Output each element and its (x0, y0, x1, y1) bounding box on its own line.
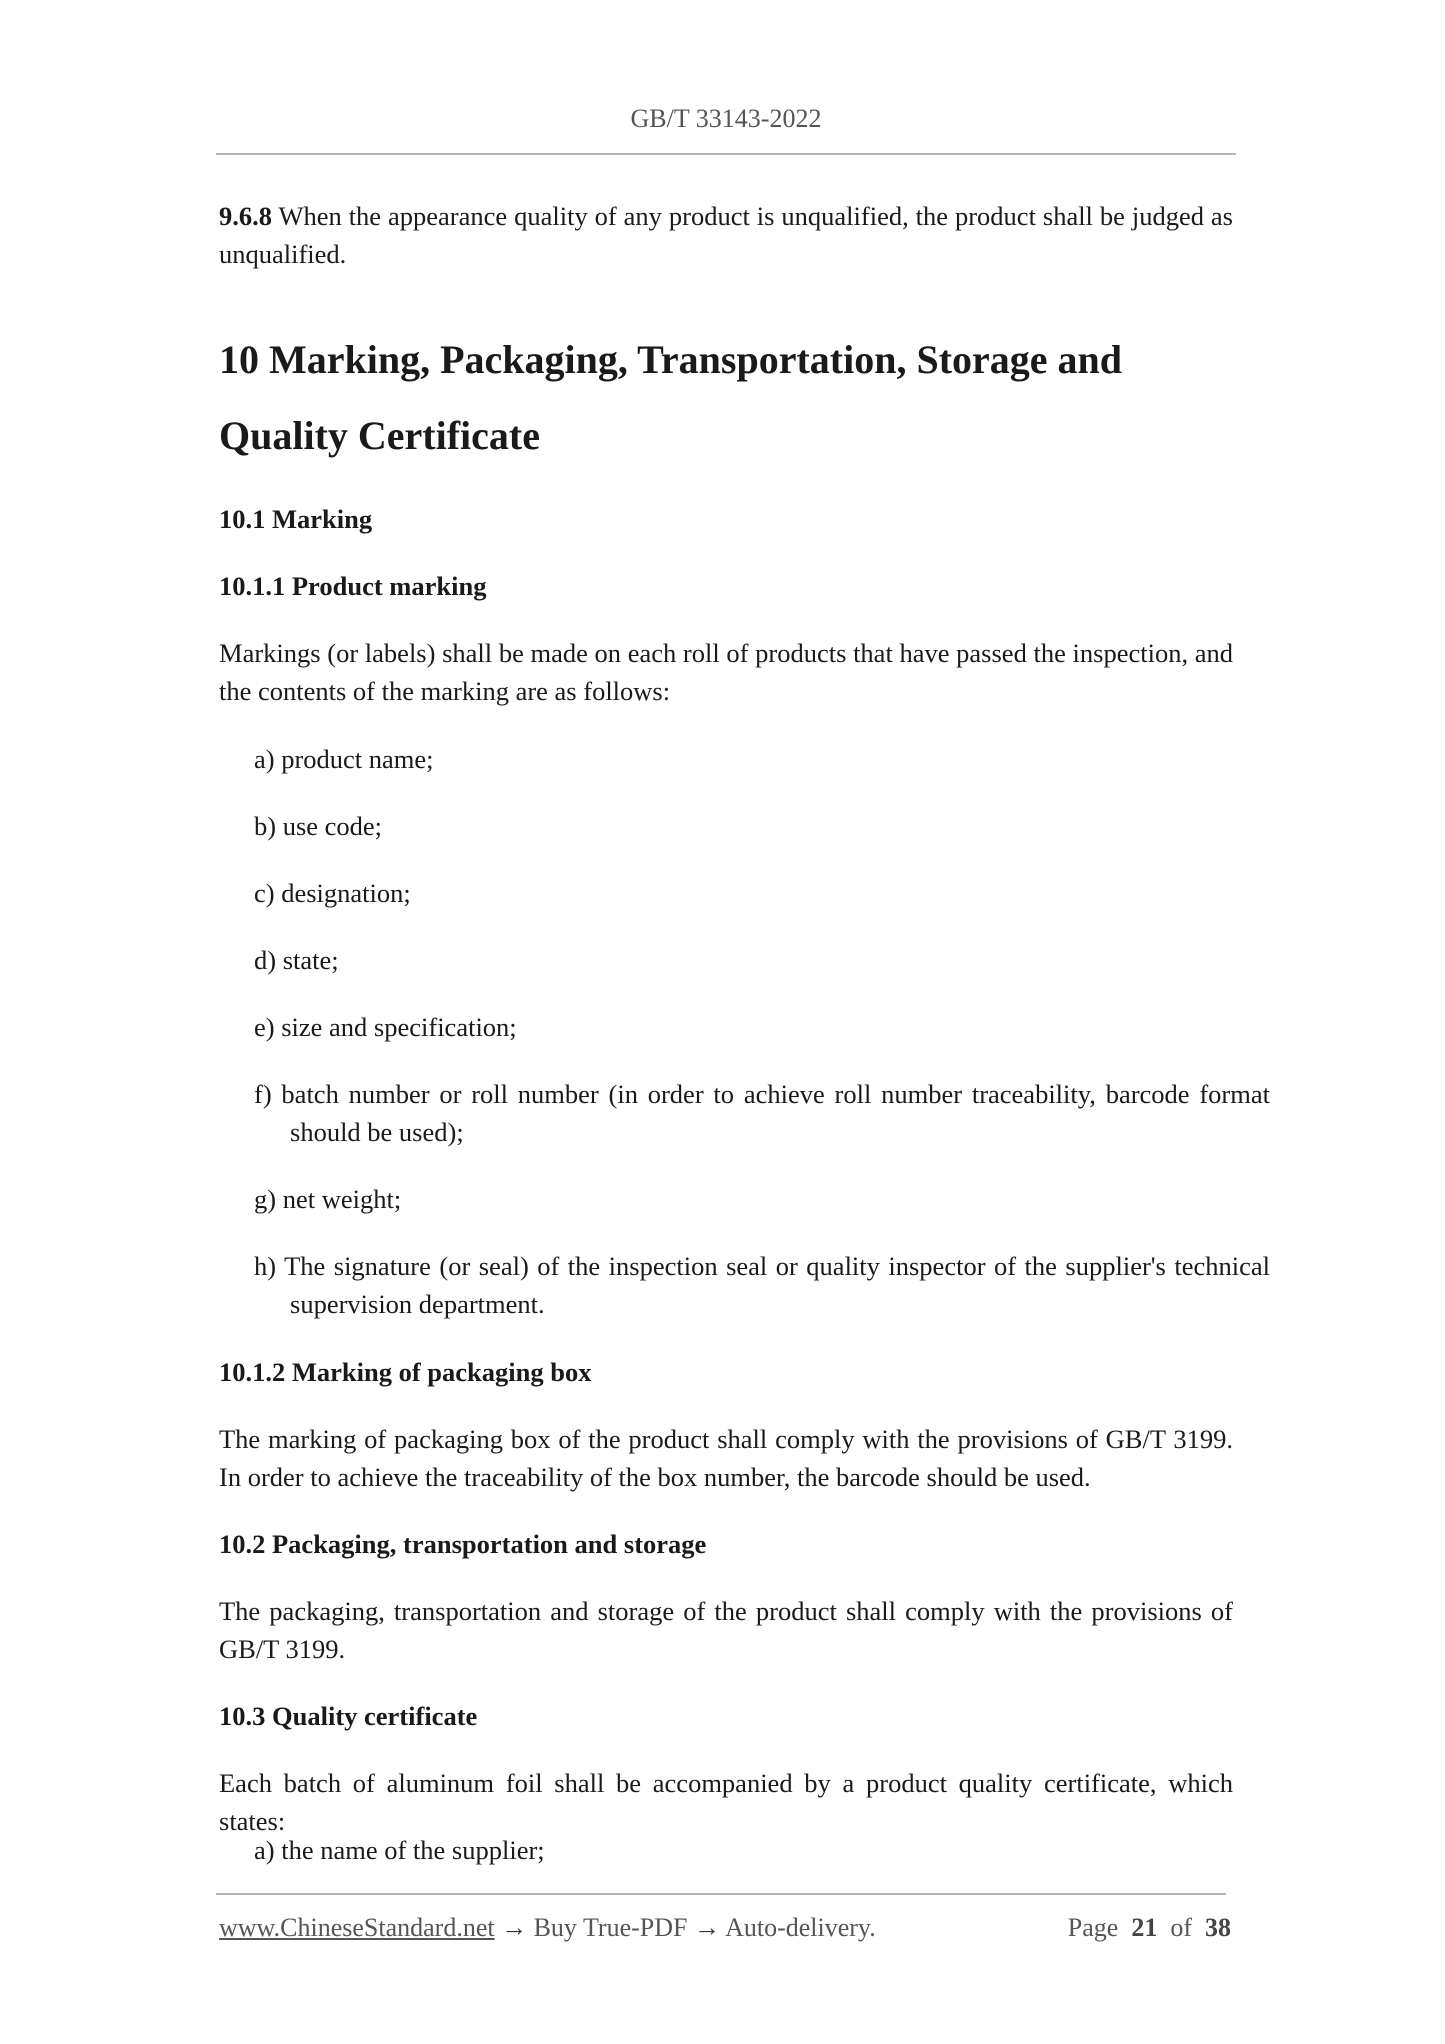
list-item: h) The signature (or seal) of the inspection seal or quality inspector of the supplier's technical supervision department. (254, 1251, 1270, 1319)
clause-9-6-8 (219, 197, 1233, 273)
section-10-3-intro (219, 1764, 1233, 1840)
auto-delivery-text: Auto-delivery. (725, 1913, 876, 1942)
list-item: c) designation; (254, 878, 411, 908)
paragraph: The marking of packaging box of the product shall comply with the provisions of GB/T 3199. In order to achieve the traceability of the box number, the barcode should be used. (219, 1424, 1233, 1492)
arrow-right-icon: → (694, 1913, 720, 1942)
paragraph: Each batch of aluminum foil shall be accompanied by a product quality certificate, which states: (219, 1768, 1233, 1836)
footer-divider (216, 1893, 1226, 1895)
section-10-1-2-body (219, 1420, 1233, 1496)
list-item: a) product name; (254, 744, 434, 774)
list-item: e) size and specification; (254, 1012, 517, 1042)
arrow-right-icon: → (501, 1913, 528, 1942)
list-item: g) net weight; (254, 1184, 402, 1214)
section-10-2-body (219, 1592, 1233, 1668)
clause-number: 9.6.8 (219, 201, 272, 231)
subsection-heading: 10.1 Marking (219, 504, 373, 534)
page-label: Page (1067, 1913, 1119, 1942)
section-10-3 (219, 1697, 1233, 1735)
page-footer (219, 1911, 1235, 1945)
list-item: b) use code; (254, 811, 383, 841)
clause-9-6-8-paragraph (219, 197, 1233, 273)
page-total: 38 (1205, 1913, 1231, 1942)
subsection-heading: 10.1.2 Marking of packaging box (219, 1357, 592, 1387)
page-header-title: GB/T 33143-2022 (630, 104, 822, 133)
list-item: a) the name of the supplier; (254, 1835, 545, 1865)
subsection-heading: 10.3 Quality certificate (219, 1701, 478, 1731)
subsection-heading: 10.2 Packaging, transportation and storage (219, 1529, 707, 1559)
list-item: f) batch number or roll number (in order to achieve roll number traceability, barcode format should be used); (254, 1079, 1270, 1147)
section-10-1-1-intro (219, 634, 1233, 710)
header-divider (216, 153, 1236, 155)
section-10-1-2 (219, 1353, 1233, 1391)
page-number: 21 (1131, 1913, 1158, 1942)
list-item: d) state; (254, 945, 339, 975)
clause-text: When the appearance quality of any product is unqualified, the product shall be judged as unqualified. (219, 201, 1233, 269)
of-label: of (1170, 1913, 1192, 1942)
paragraph: The packaging, transportation and storage of the product shall comply with the provisions of GB/T 3199. (219, 1596, 1233, 1664)
page-indicator (1068, 1911, 1231, 1945)
section-10 (219, 322, 1233, 474)
section-10-1 (219, 500, 1233, 538)
subsection-heading: 10.1.1 Product marking (219, 571, 487, 601)
section-heading: 10 Marking, Packaging, Transportation, Storage and Quality Certificate (219, 337, 1123, 458)
paragraph: Markings (or labels) shall be made on each roll of products that have passed the inspection, and the contents of the marking are as follows: (219, 638, 1233, 706)
section-10-1-1 (219, 567, 1233, 605)
website-link[interactable]: www.ChineseStandard.net (219, 1913, 495, 1942)
section-10-2 (219, 1525, 1233, 1563)
buy-pdf-text: Buy True-PDF (533, 1913, 688, 1942)
